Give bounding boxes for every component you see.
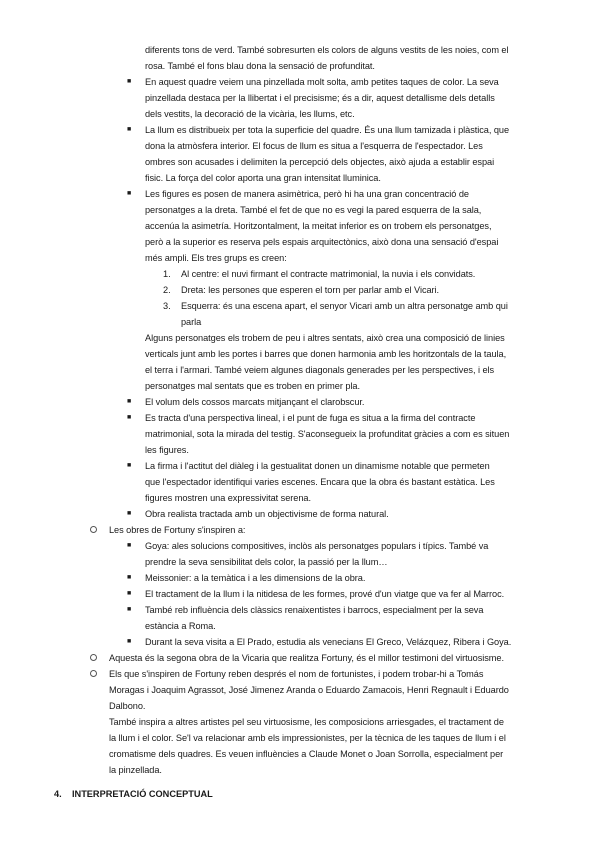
square-bullet-icon: ■ <box>127 398 132 405</box>
text-line: verticals junt amb les portes i barres que donen harmonia amb les horitzontals de la taula, <box>145 349 507 359</box>
text-line: La llum es distribueix per tota la superficie del quadre. És una llum tamizada i plàstica, que <box>145 125 510 135</box>
text-line: Dreta: les persones que esperen el torn per parlar amb el Vicari. <box>181 285 440 295</box>
list-number: 3. <box>163 301 171 311</box>
square-bullet-icon: ■ <box>127 638 132 645</box>
section-heading: INTERPRETACIÓ CONCEPTUAL <box>72 789 213 799</box>
text-line: En aquest quadre veiem una pinzellada molt solta, amb petites taques de color. La seva <box>145 77 499 87</box>
square-bullet-icon: ■ <box>127 606 132 613</box>
text-line: més ampli. Els tres grups es creen: <box>145 253 287 263</box>
square-bullet-icon: ■ <box>127 414 132 421</box>
square-bullet-icon: ■ <box>127 78 132 85</box>
text-line: També inspira a altres artistes pel seu virtuosisme, les composicions arriesgades, el tractament de <box>109 717 504 727</box>
text-line: rosa. També el fons blau dona la sensació de profunditat. <box>145 61 375 71</box>
circle-bullet-icon <box>90 670 97 677</box>
text-line: El tractament de la llum i la nitidesa de les formes, prové d'un viatge que va fer al Marroc. <box>145 589 505 599</box>
text-line: matrimonial, sota la mirada del testig. S'aconsegueix la profunditat gràcies a com es situen <box>145 429 510 439</box>
text-line: Es tracta d'una perspectiva lineal, i el punt de fuga es situa a la firma del contracte <box>145 413 476 423</box>
text-line: Durant la seva visita a El Prado, estudia als venecians El Greco, Velázquez, Ribera i Goya. <box>145 637 512 647</box>
text-line: També reb influència dels clàssics renaixentistes i barrocs, especialment per la seva <box>145 605 484 615</box>
text-line: el terra i l'armari. També veiem algunes diagonals generades per les perspectives, i els <box>145 365 495 375</box>
text-line: ombres son acusades i delimiten la percepció dels objectes, això ajuda a establir espai <box>145 157 495 167</box>
text-line: Goya: ales solucions compositives, inclòs als personatges populars i típics. També va <box>145 541 489 551</box>
text-line: les figures. <box>145 445 189 455</box>
text-line: la llum i el color. Se'l va relacionar amb els impressionistes, per la tècnica de les taques de llum i el <box>109 733 506 743</box>
text-line: pinzellada destaca per la llibertat i el precisisme; és a dir, aquest detallisme dels detalls <box>145 93 495 103</box>
square-bullet-icon: ■ <box>127 542 132 549</box>
list-number: 1. <box>163 269 171 279</box>
section-number: 4. <box>54 789 62 799</box>
square-bullet-icon: ■ <box>127 190 132 197</box>
text-line: Moragas i Joaquim Agrassot, José Jimenez Aranda o Eduardo Zamacois, Henri Regnault i Eduardo <box>109 685 509 695</box>
text-line: que l'espectador identifiqui varies escenes. Encara que la obra és bastant estàtica. Les <box>145 477 495 487</box>
text-line: Alguns personatges els trobem de peu i altres sentats, això crea una composició de linies <box>145 333 505 343</box>
text-line: Esquerra: és una escena apart, el senyor Vicari amb un altra personatge amb qui <box>181 301 508 311</box>
text-line: Al centre: el nuvi firmant el contracte matrimonial, la nuvia i els convidats. <box>181 269 476 279</box>
text-line: La firma i l'actitut del diàleg i la gestualitat donen un dinamisme notable que permeten <box>145 461 490 471</box>
text-line: figures mostren una expressivitat serena. <box>145 493 311 503</box>
text-line: personatges a la dreta. També el fet de que no es vegi la pared esquerra de la sala, <box>145 205 482 215</box>
text-line: diferents tons de verd. També sobresurten els colors de alguns vestits de les noies, com el <box>145 45 509 55</box>
text-line: accenúa la asimetría. Horitzontalment, la meitat inferior es on trobem els personatges, <box>145 221 492 231</box>
circle-bullet-icon <box>90 654 97 661</box>
text-line: personatges mal sentats que es troben en primer pla. <box>145 381 360 391</box>
text-line: la pinzellada. <box>109 765 162 775</box>
text-line: Meissonier: a la temàtica i a les dimensions de la obra. <box>145 573 366 583</box>
text-line: Obra realista tractada amb un objectivisme de forma natural. <box>145 509 389 519</box>
square-bullet-icon: ■ <box>127 590 132 597</box>
square-bullet-icon: ■ <box>127 462 132 469</box>
text-line: prendre la seva sensibilitat dels color, la passió per la llum… <box>145 557 388 567</box>
text-line: Aquesta és la segona obra de la Vicaria que realitza Fortuny, és el millor testimoni del virtuosisme. <box>109 653 504 663</box>
text-line: estància a Roma. <box>145 621 216 631</box>
text-line: dona la atmòsfera interior. El focus de llum es situa a l'esquerra de l'espectador. Les <box>145 141 483 151</box>
text-line: però a la superior es reserva pels espais arquitectònics, això dona una sensació d'espai <box>145 237 499 247</box>
list-number: 2. <box>163 285 171 295</box>
text-line: dels vestits, la decoració de la vicària, les llums, etc. <box>145 109 355 119</box>
square-bullet-icon: ■ <box>127 126 132 133</box>
square-bullet-icon: ■ <box>127 510 132 517</box>
circle-bullet-icon <box>90 526 97 533</box>
text-line: El volum dels cossos marcats mitjançant el clarobscur. <box>145 397 365 407</box>
text-line: Les obres de Fortuny s'inspiren a: <box>109 525 246 535</box>
text-line: fisic. La força del color aporta una gran intensitat lluminica. <box>145 173 381 183</box>
text-line: parla <box>181 317 202 327</box>
text-line: cromatisme dels quadres. Es veuen influències a Claude Monet o Joan Sorrolla, especialment per <box>109 749 504 759</box>
text-line: Dalbono. <box>109 701 146 711</box>
square-bullet-icon: ■ <box>127 574 132 581</box>
text-line: Els que s'inspiren de Fortuny reben després el nom de fortunistes, i podem trobar-hi a Tomás <box>109 669 484 679</box>
text-line: Les figures es posen de manera asimètrica, però hi ha una gran concentració de <box>145 189 469 199</box>
